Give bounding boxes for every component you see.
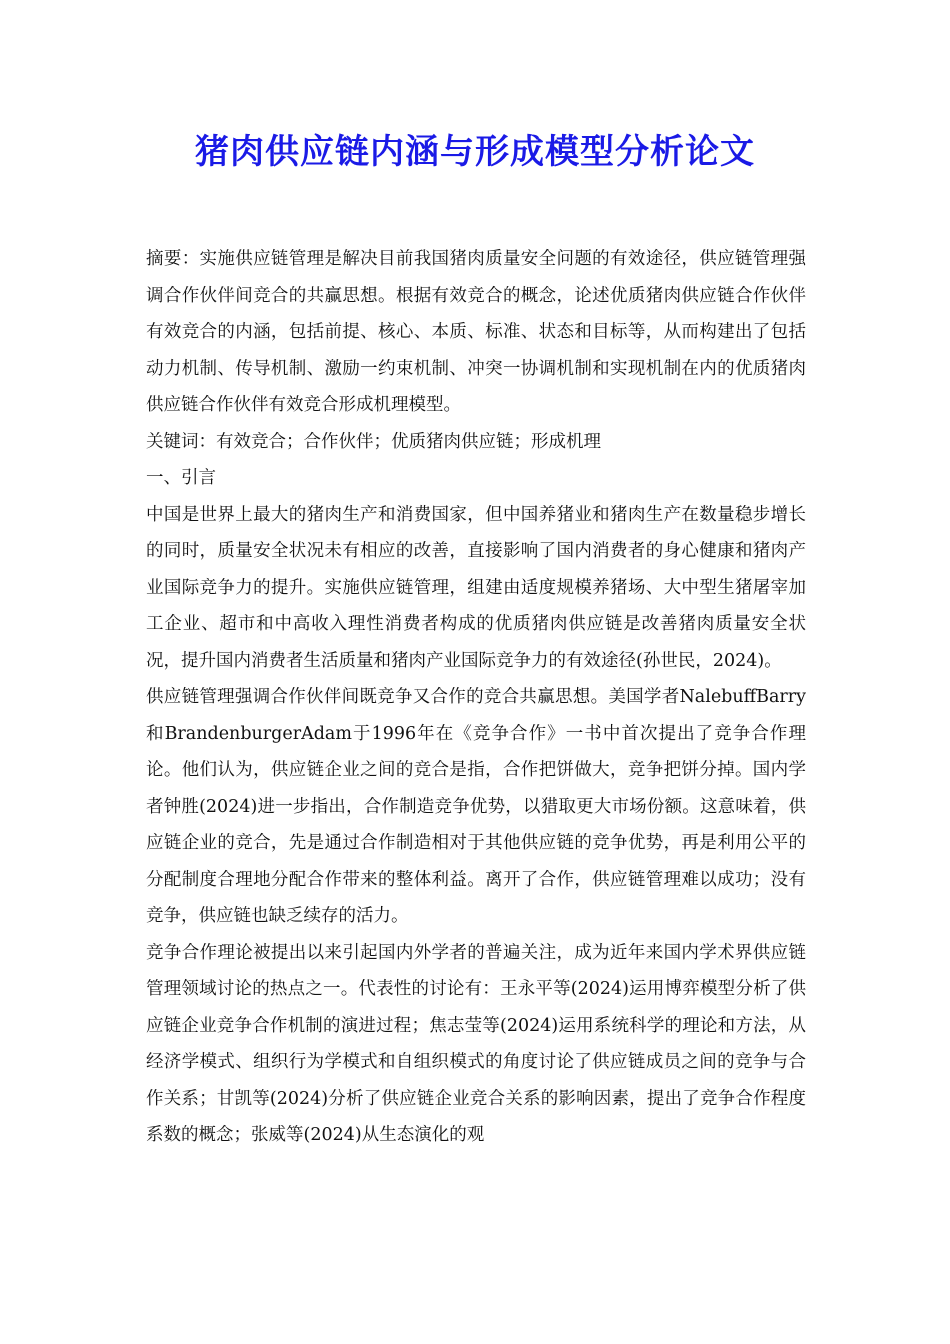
document-title: 猪肉供应链内涵与形成模型分析论文 — [195, 132, 755, 172]
section-heading: 一、引言 — [146, 468, 216, 488]
keywords-line: 关键词：有效竞合；合作伙伴；优质猪肉供应链；形成机理 — [146, 431, 601, 452]
document-body — [146, 241, 806, 1154]
body-paragraph: 中国是世界上最大的猪肉生产和消费国家，但中国养猪业和猪肉生产在数量稳步增长的同时，质量安全状况未有相应的改善，直接影响了国内消费者的身心健康和猪肉产业国际竞争力的提升。实施供应链管理，组建由适度规模养猪场、大中型生猪屠宰加工企业、超市和中高收入理性消费者构成的优质猪肉供应链是改善猪肉质量安全状况，提升国内消费者生活质量和猪肉产业国际竞争力的有效途径(孙世民，2024)。 — [146, 504, 806, 671]
abstract-paragraph: 摘要：实施供应链管理是解决目前我国猪肉质量安全问题的有效途径，供应链管理强调合作伙伴间竞合的共赢思想。根据有效竞合的概念，论述优质猪肉供应链合作伙伴有效竞合的内涵，包括前提、核心、本质、标准、状态和目标等，从而构建出了包括动力机制、传导机制、激励一约束机制、冲突一协调机制和实现机制在内的优质猪肉供应链合作伙伴有效竞合形成机理模型。 — [146, 249, 806, 415]
body-paragraph: 竞争合作理论被提出以来引起国内外学者的普遍关注，成为近年来国内学术界供应链管理领域讨论的热点之一。代表性的讨论有：王永平等(2024)运用博弈模型分析了供应链企业竞争合作机制的演进过程；焦志莹等(2024)运用系统科学的理论和方法，从经济学模式、组织行为学模式和自组织模式的角度讨论了供应链成员之间的竞争与合作关系；甘凯等(2024)分析了供应链企业竞合关系的影响因素，提出了竞争合作程度系数的概念；张威等(2024)从生态演化的观 — [146, 942, 806, 1145]
body-paragraph: 供应链管理强调合作伙伴间既竞争又合作的竞合共赢思想。美国学者NalebuffBarry和BrandenburgerAdam于1996年在《竞争合作》一书中首次提出了竞争合作理论。他们认为，供应链企业之间的竞合是指，合作把饼做大，竞争把饼分掉。国内学者钟胜(2024)进一步指出，合作制造竞争优势，以猎取更大市场份额。这意味着，供应链企业的竞合，先是通过合作制造相对于其他供应链的竞争优势，再是利用公平的分配制度合理地分配合作带来的整体利益。离开了合作，供应链管理难以成功；没有竞争，供应链也缺乏续存的活力。 — [146, 687, 806, 926]
